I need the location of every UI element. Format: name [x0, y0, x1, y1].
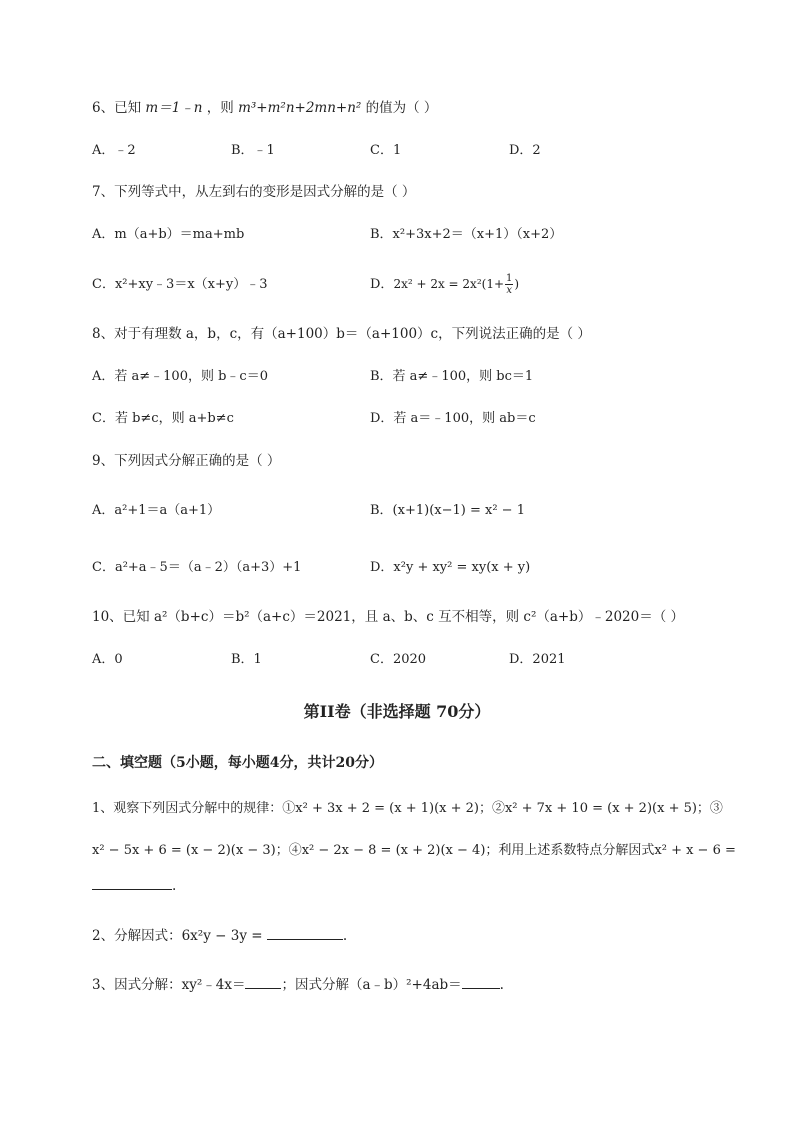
- q7-option-b[interactable]: B．x²+3x+2＝（x+1）（x+2）: [370, 227, 563, 242]
- f2-answer-blank[interactable]: [267, 927, 343, 940]
- q6-expression: m³+m²n+2mn+n²: [238, 100, 362, 116]
- q7-option-a[interactable]: A．m（a+b）＝ma+mb: [92, 227, 245, 242]
- f3-end: .: [499, 977, 504, 993]
- f3-prompt: 3、因式分解：xy²﹣4x＝: [92, 977, 246, 993]
- q7-option-c[interactable]: C．x²+xy﹣3＝x（x+y）﹣3: [92, 277, 268, 292]
- f3-answer-blank-2[interactable]: [462, 976, 500, 989]
- q10-option-d[interactable]: D．2021: [509, 652, 566, 667]
- q9-option-a[interactable]: A．a²+1＝a（a+1）: [92, 503, 221, 518]
- q10-option-b[interactable]: B．1: [231, 652, 262, 667]
- q9-option-c[interactable]: C．a²+a﹣5＝（a﹣2）（a+3）+1: [92, 560, 302, 575]
- f2-end: .: [342, 928, 348, 944]
- q6-condition: m＝1﹣n: [145, 100, 203, 116]
- f1-answer-blank[interactable]: [92, 877, 172, 890]
- q8-stem: 8、对于有理数 a，b，c，有（a+100）b＝（a+100）c，下列说法正确的是（ ）: [92, 326, 591, 342]
- f3-answer-blank-1[interactable]: [245, 976, 281, 989]
- q10-option-a[interactable]: A．0: [92, 652, 123, 667]
- f1-line1: 1、观察下列因式分解中的规律：①x² + 3x + 2 = (x + 1)(x + 2)；②x² + 7x + 10 = (x + 2)(x + 5)；③: [92, 801, 723, 816]
- q6-stem-mid: ，则: [202, 100, 239, 116]
- q7-option-d-lhs: 2x² + 2x = 2x²(1+: [393, 277, 505, 291]
- q7-option-d-close: ): [514, 277, 520, 291]
- q7-option-d-fraction: [505, 273, 513, 296]
- part-title: 二、填空题（5小题，每小题4分，共计20分）: [92, 755, 383, 771]
- q8-option-a[interactable]: A．若 a≠﹣100，则 b﹣c＝0: [92, 369, 268, 384]
- q8-option-c[interactable]: C．若 b≠c，则 a+b≠c: [92, 411, 234, 426]
- f2-prompt: 2、分解因式：6x²y − 3y =: [92, 928, 267, 944]
- q9-stem: 9、下列因式分解正确的是（ ）: [92, 453, 281, 469]
- f1-answer-line: [92, 876, 176, 896]
- q6-option-b[interactable]: B．﹣1: [231, 143, 275, 158]
- f2-line: [92, 926, 347, 946]
- f1-line2: x² − 5x + 6 = (x − 2)(x − 3)；④x² − 2x − 8 = (x + 2)(x − 4)；利用上述系数特点分解因式x² + x − 6 =: [92, 843, 736, 858]
- q9-option-d[interactable]: D．x²y + xy² = xy(x + y): [370, 560, 531, 575]
- q6-stem-pre: 6、已知: [92, 100, 146, 116]
- q8-option-b[interactable]: B．若 a≠﹣100，则 bc＝1: [370, 369, 534, 384]
- q7-stem: 7、下列等式中，从左到右的变形是因式分解的是（ ）: [92, 184, 416, 200]
- q6-stem: [92, 98, 437, 118]
- q10-option-c[interactable]: C．2020: [370, 652, 427, 667]
- q7-option-d[interactable]: [370, 269, 519, 300]
- q7-option-d-label: D．: [370, 277, 394, 292]
- q7-option-d-denominator: x: [506, 285, 513, 296]
- section-title: 第II卷（非选择题 70分）: [303, 702, 491, 721]
- q10-stem: 10、已知 a²（b+c）＝b²（a+c）＝2021，且 a、b、c 互不相等，则 c²（a+b）﹣2020＝（ ）: [92, 609, 685, 625]
- q6-option-d[interactable]: D．2: [509, 143, 541, 158]
- q6-option-c[interactable]: C．1: [370, 143, 402, 158]
- q9-option-b[interactable]: B．(x+1)(x−1) = x² − 1: [370, 503, 525, 518]
- q6-option-a[interactable]: A．﹣2: [92, 143, 136, 158]
- q7-option-d-numerator: 1: [506, 273, 513, 284]
- q8-option-d[interactable]: D．若 a＝﹣100，则 ab＝c: [370, 411, 536, 426]
- q6-stem-post: 的值为（ ）: [361, 100, 438, 116]
- f1-end: .: [172, 878, 177, 894]
- f3-line: [92, 975, 504, 995]
- f3-prompt-2: ；因式分解（a﹣b）²+4ab＝: [281, 977, 462, 993]
